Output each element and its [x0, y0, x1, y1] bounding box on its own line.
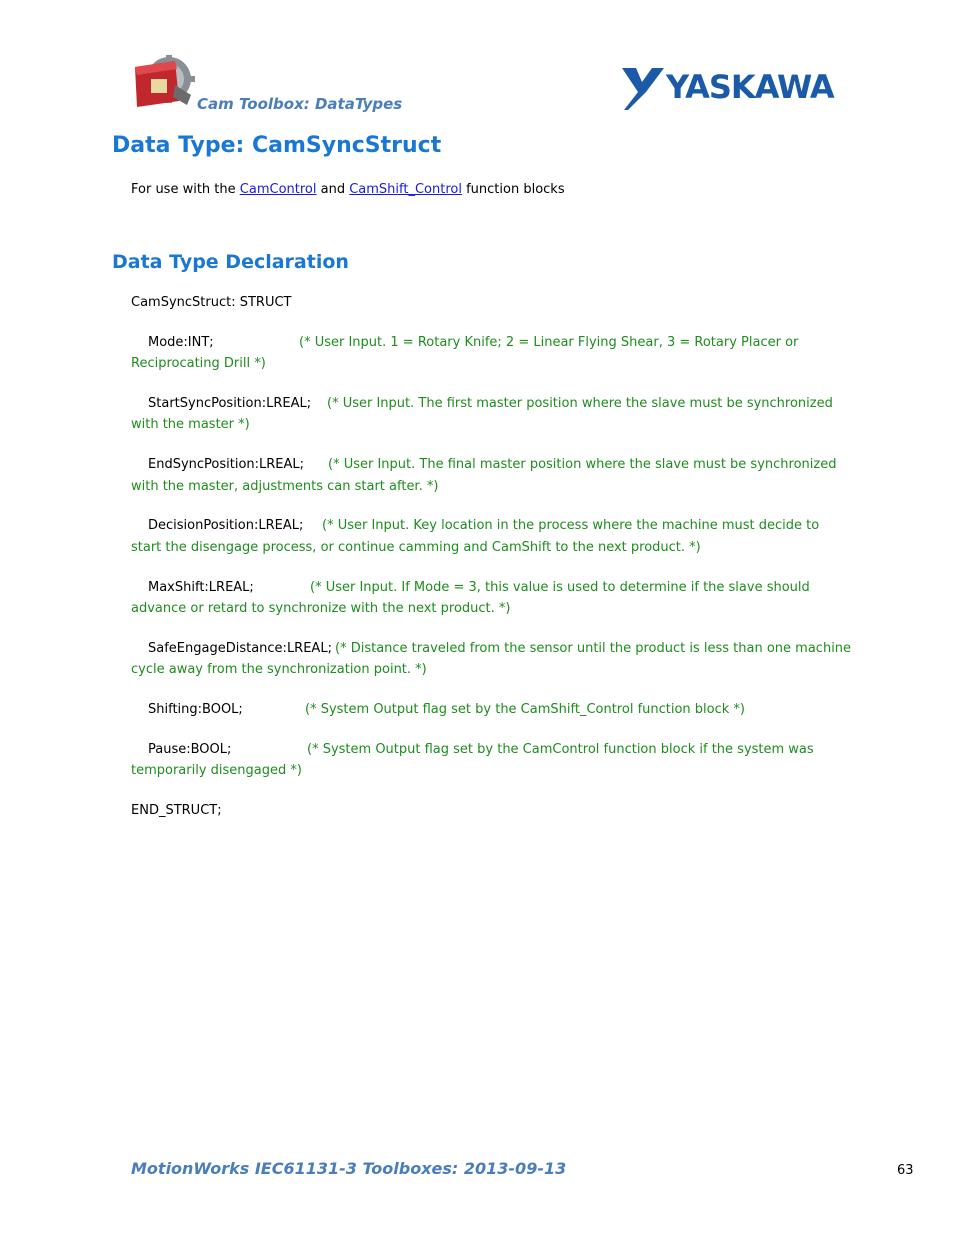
field-start-sync-position	[0, 396, 954, 436]
field-comment: (* User Input. The first master position where the slave must be synchronized	[327, 396, 833, 411]
field-comment-cont: start the disengage process, or continue camming and CamShift to the next product. *)	[131, 540, 701, 555]
camcontrol-link[interactable]: CamControl	[239, 182, 317, 197]
field-decision-position	[0, 518, 954, 558]
field-name: Shifting:BOOL;	[148, 702, 243, 717]
field-comment: (* User Input. 1 = Rotary Knife; 2 = Linear Flying Shear, 3 = Rotary Placer or	[299, 335, 799, 350]
field-name: StartSyncPosition:LREAL;	[148, 396, 312, 411]
header-title: Cam Toolbox: DataTypes	[197, 95, 403, 113]
field-comment-cont: with the master, adjustments can start after. *)	[131, 479, 439, 494]
field-comment: (* User Input. The final master position where the slave must be synchronized	[328, 457, 837, 472]
field-max-shift	[0, 580, 954, 620]
field-comment-cont: advance or retard to synchronize with the next product. *)	[131, 601, 511, 616]
field-comment: (* System Output flag set by the CamControl function block if the system was	[307, 742, 814, 757]
brand-wordmark: YASKAWA	[666, 68, 834, 106]
field-mode	[0, 335, 954, 375]
field-comment: (* User Input. Key location in the process where the machine must decide to	[322, 518, 820, 533]
field-end-sync-position	[0, 457, 954, 497]
field-comment-cont: cycle away from the synchronization point. *)	[131, 662, 427, 677]
field-comment: (* User Input. If Mode = 3, this value is used to determine if the slave should	[310, 580, 810, 595]
field-comment-cont: temporarily disengaged *)	[131, 763, 302, 778]
intro-text-middle: and	[316, 182, 350, 197]
page-number: 63	[897, 1163, 914, 1178]
field-name: DecisionPosition:LREAL;	[148, 518, 304, 533]
struct-close: END_STRUCT;	[131, 803, 222, 818]
field-safe-engage-distance	[0, 641, 954, 681]
field-shifting	[0, 702, 954, 722]
section-heading: Data Type Declaration	[112, 251, 349, 273]
struct-open: CamSyncStruct: STRUCT	[131, 295, 292, 310]
field-name: Mode:INT;	[148, 335, 214, 350]
page-title: Data Type: CamSyncStruct	[112, 133, 442, 158]
toolbox-logo	[131, 55, 199, 111]
yaskawa-logo	[622, 66, 844, 112]
camshift-control-link[interactable]: CamShift_Control	[349, 182, 462, 197]
field-name: MaxShift:LREAL;	[148, 580, 254, 595]
field-comment: (* Distance traveled from the sensor until the product is less than one machine	[335, 641, 852, 656]
intro-text-after: function blocks	[461, 182, 565, 197]
field-pause	[0, 742, 954, 782]
intro-text-before: For use with the	[131, 182, 240, 197]
field-comment-cont: with the master *)	[131, 417, 250, 432]
field-comment: (* System Output flag set by the CamShift_Control function block *)	[305, 702, 746, 717]
footer-text: MotionWorks IEC61131-3 Toolboxes: 2013-09-13	[131, 1159, 567, 1178]
field-comment-cont: Reciprocating Drill *)	[131, 356, 266, 371]
field-name: SafeEngageDistance:LREAL;	[148, 641, 332, 656]
intro-paragraph	[131, 182, 565, 197]
field-name: Pause:BOOL;	[148, 742, 232, 757]
field-name: EndSyncPosition:LREAL;	[148, 457, 305, 472]
